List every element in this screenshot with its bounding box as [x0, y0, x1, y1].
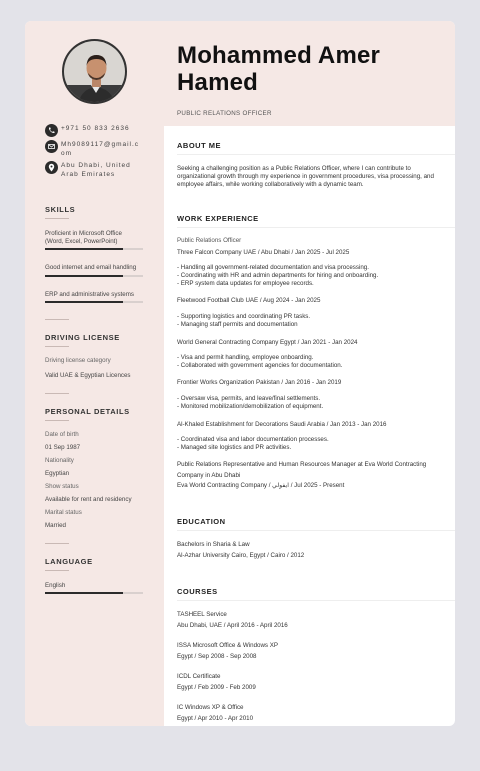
- phone-number[interactable]: +971 50 833 2636: [61, 125, 130, 132]
- dob-label: Date of birth: [45, 431, 79, 438]
- divider: [177, 227, 455, 228]
- dob-value: 01 Sep 1987: [45, 444, 81, 451]
- job-bullet: - Managing staff permits and documentation: [177, 321, 298, 328]
- personal-heading: PERSONAL DETAILS: [45, 407, 130, 416]
- divider: [45, 420, 69, 421]
- marital-value: Married: [45, 522, 66, 529]
- nationality-value: Egyptian: [45, 470, 70, 477]
- education-heading: EDUCATION: [177, 517, 226, 526]
- job-bullet: - Handling all government-related documentation and visa processing.: [177, 264, 369, 271]
- course-detail: Egypt / Sep 2008 - Sep 2008: [177, 653, 257, 660]
- course-name: ICDL Certificate: [177, 673, 221, 680]
- job-bullet: - Supporting logistics and coordinating PR tasks.: [177, 313, 311, 320]
- driving-heading: DRIVING LICENSE: [45, 333, 120, 342]
- skill-label: Good internet and email handling: [45, 264, 137, 271]
- job-bullet: - Collaborated with government agencies for documentation.: [177, 362, 343, 369]
- divider: [45, 346, 69, 347]
- job-bullet: - Oversaw visa, permits, and leave/final settlements.: [177, 395, 321, 402]
- course-detail: Egypt / Feb 2009 - Feb 2009: [177, 684, 256, 691]
- job-bullet: - Managed site logistics and PR activities.: [177, 444, 292, 451]
- profile-photo: [62, 39, 127, 104]
- nationality-label: Nationality: [45, 457, 74, 464]
- skill-label: Proficient in Microsoft Office (Word, Excel, PowerPoint): [45, 230, 122, 245]
- course-detail: Abu Dhabi, UAE / April 2016 - April 2016: [177, 622, 288, 629]
- skill-label: ERP and administrative systems: [45, 291, 134, 298]
- divider: [177, 154, 455, 155]
- about-text: Seeking a challenging position as a Public Relations Officer, where I can contribute to organizational growth through my experience in government procedures, visa processing, and employee affairs, while working collaboratively with a dynamic team.: [177, 165, 434, 188]
- driving-value: Valid UAE & Egyptian Licences: [45, 372, 131, 379]
- divider: [45, 543, 69, 544]
- skill-level-bar: [45, 301, 143, 303]
- divider: [45, 218, 69, 219]
- education-degree: Bachelors in Sharia & Law: [177, 541, 250, 548]
- skills-heading: SKILLS: [45, 205, 76, 214]
- skill-level-bar: [45, 275, 143, 277]
- skill-level-bar: [45, 248, 143, 250]
- main-content: [164, 21, 455, 726]
- marital-label: Marital status: [45, 509, 82, 516]
- email-icon: [45, 140, 58, 153]
- job-line: World General Contracting Company Egypt / Jan 2021 - Jan 2024: [177, 339, 358, 346]
- job-line: Public Relations Representative and Human Resources Manager at Eva World Contracting Company in Abu Dhabi: [177, 461, 427, 479]
- job-bullet: - Coordinated visa and labor documentation processes.: [177, 436, 329, 443]
- course-name: TASHEEL Service: [177, 611, 227, 618]
- job-line: Frontier Works Organization Pakistan / Jan 2016 - Jan 2019: [177, 379, 342, 386]
- job-line: Three Falcon Company UAE / Abu Dhabi / Jan 2025 - Jul 2025: [177, 249, 350, 256]
- job-bullet: - Visa and permit handling, employee onboarding.: [177, 354, 314, 361]
- candidate-name: Mohammed Amer Hamed: [177, 42, 381, 96]
- location-pin-icon: [45, 161, 58, 174]
- job-title: PUBLIC RELATIONS OFFICER: [177, 110, 272, 117]
- resume-sheet: [25, 21, 455, 726]
- skill-level-fill: [45, 275, 123, 277]
- language-level-bar: [45, 592, 143, 594]
- course-detail: Egypt / Apr 2010 - Apr 2010: [177, 715, 254, 722]
- divider: [45, 393, 69, 394]
- skill-level-fill: [45, 248, 123, 250]
- show-status-label: Show status: [45, 483, 79, 490]
- location-text: Abu Dhabi, United Arab Emirates: [61, 162, 131, 178]
- divider: [177, 600, 455, 601]
- job-bullet: - Coordinating with HR and admin departments for hiring and onboarding.: [177, 272, 379, 279]
- language-heading: LANGUAGE: [45, 557, 93, 566]
- courses-heading: COURSES: [177, 587, 218, 596]
- phone-icon: [45, 124, 58, 137]
- course-name: ISSA Microsoft Office & Windows XP: [177, 642, 278, 649]
- job-title: Public Relations Officer: [177, 237, 242, 244]
- driving-label: Driving license category: [45, 357, 111, 364]
- job-line: Eva World Contracting Company / ايفولي / Jul 2025 - Present: [177, 482, 345, 489]
- show-status-value: Available for rent and residency: [45, 496, 132, 503]
- job-bullet: - ERP system data updates for employee records.: [177, 280, 314, 287]
- language-label: English: [45, 582, 66, 589]
- divider: [177, 530, 455, 531]
- skill-level-fill: [45, 301, 123, 303]
- header: [164, 21, 455, 126]
- course-name: IC Windows XP & Office: [177, 704, 244, 711]
- job-line: Fleetwood Football Club UAE / Aug 2024 - Jan 2025: [177, 297, 321, 304]
- education-school: Al-Azhar University Cairo, Egypt / Cairo / 2012: [177, 552, 305, 559]
- about-heading: ABOUT ME: [177, 141, 221, 150]
- person-portrait-icon: [64, 41, 127, 104]
- experience-heading: WORK EXPERIENCE: [177, 214, 259, 223]
- email-address[interactable]: Mh9089117@gmail.c om: [61, 141, 140, 157]
- job-bullet: - Monitored mobilization/demobilization of equipment.: [177, 403, 324, 410]
- sidebar: [25, 21, 164, 726]
- language-level-fill: [45, 592, 123, 594]
- divider: [45, 319, 69, 320]
- job-line: Al-Khaled Establishment for Decorations Saudi Arabia / Jan 2013 - Jan 2016: [177, 421, 387, 428]
- divider: [45, 570, 69, 571]
